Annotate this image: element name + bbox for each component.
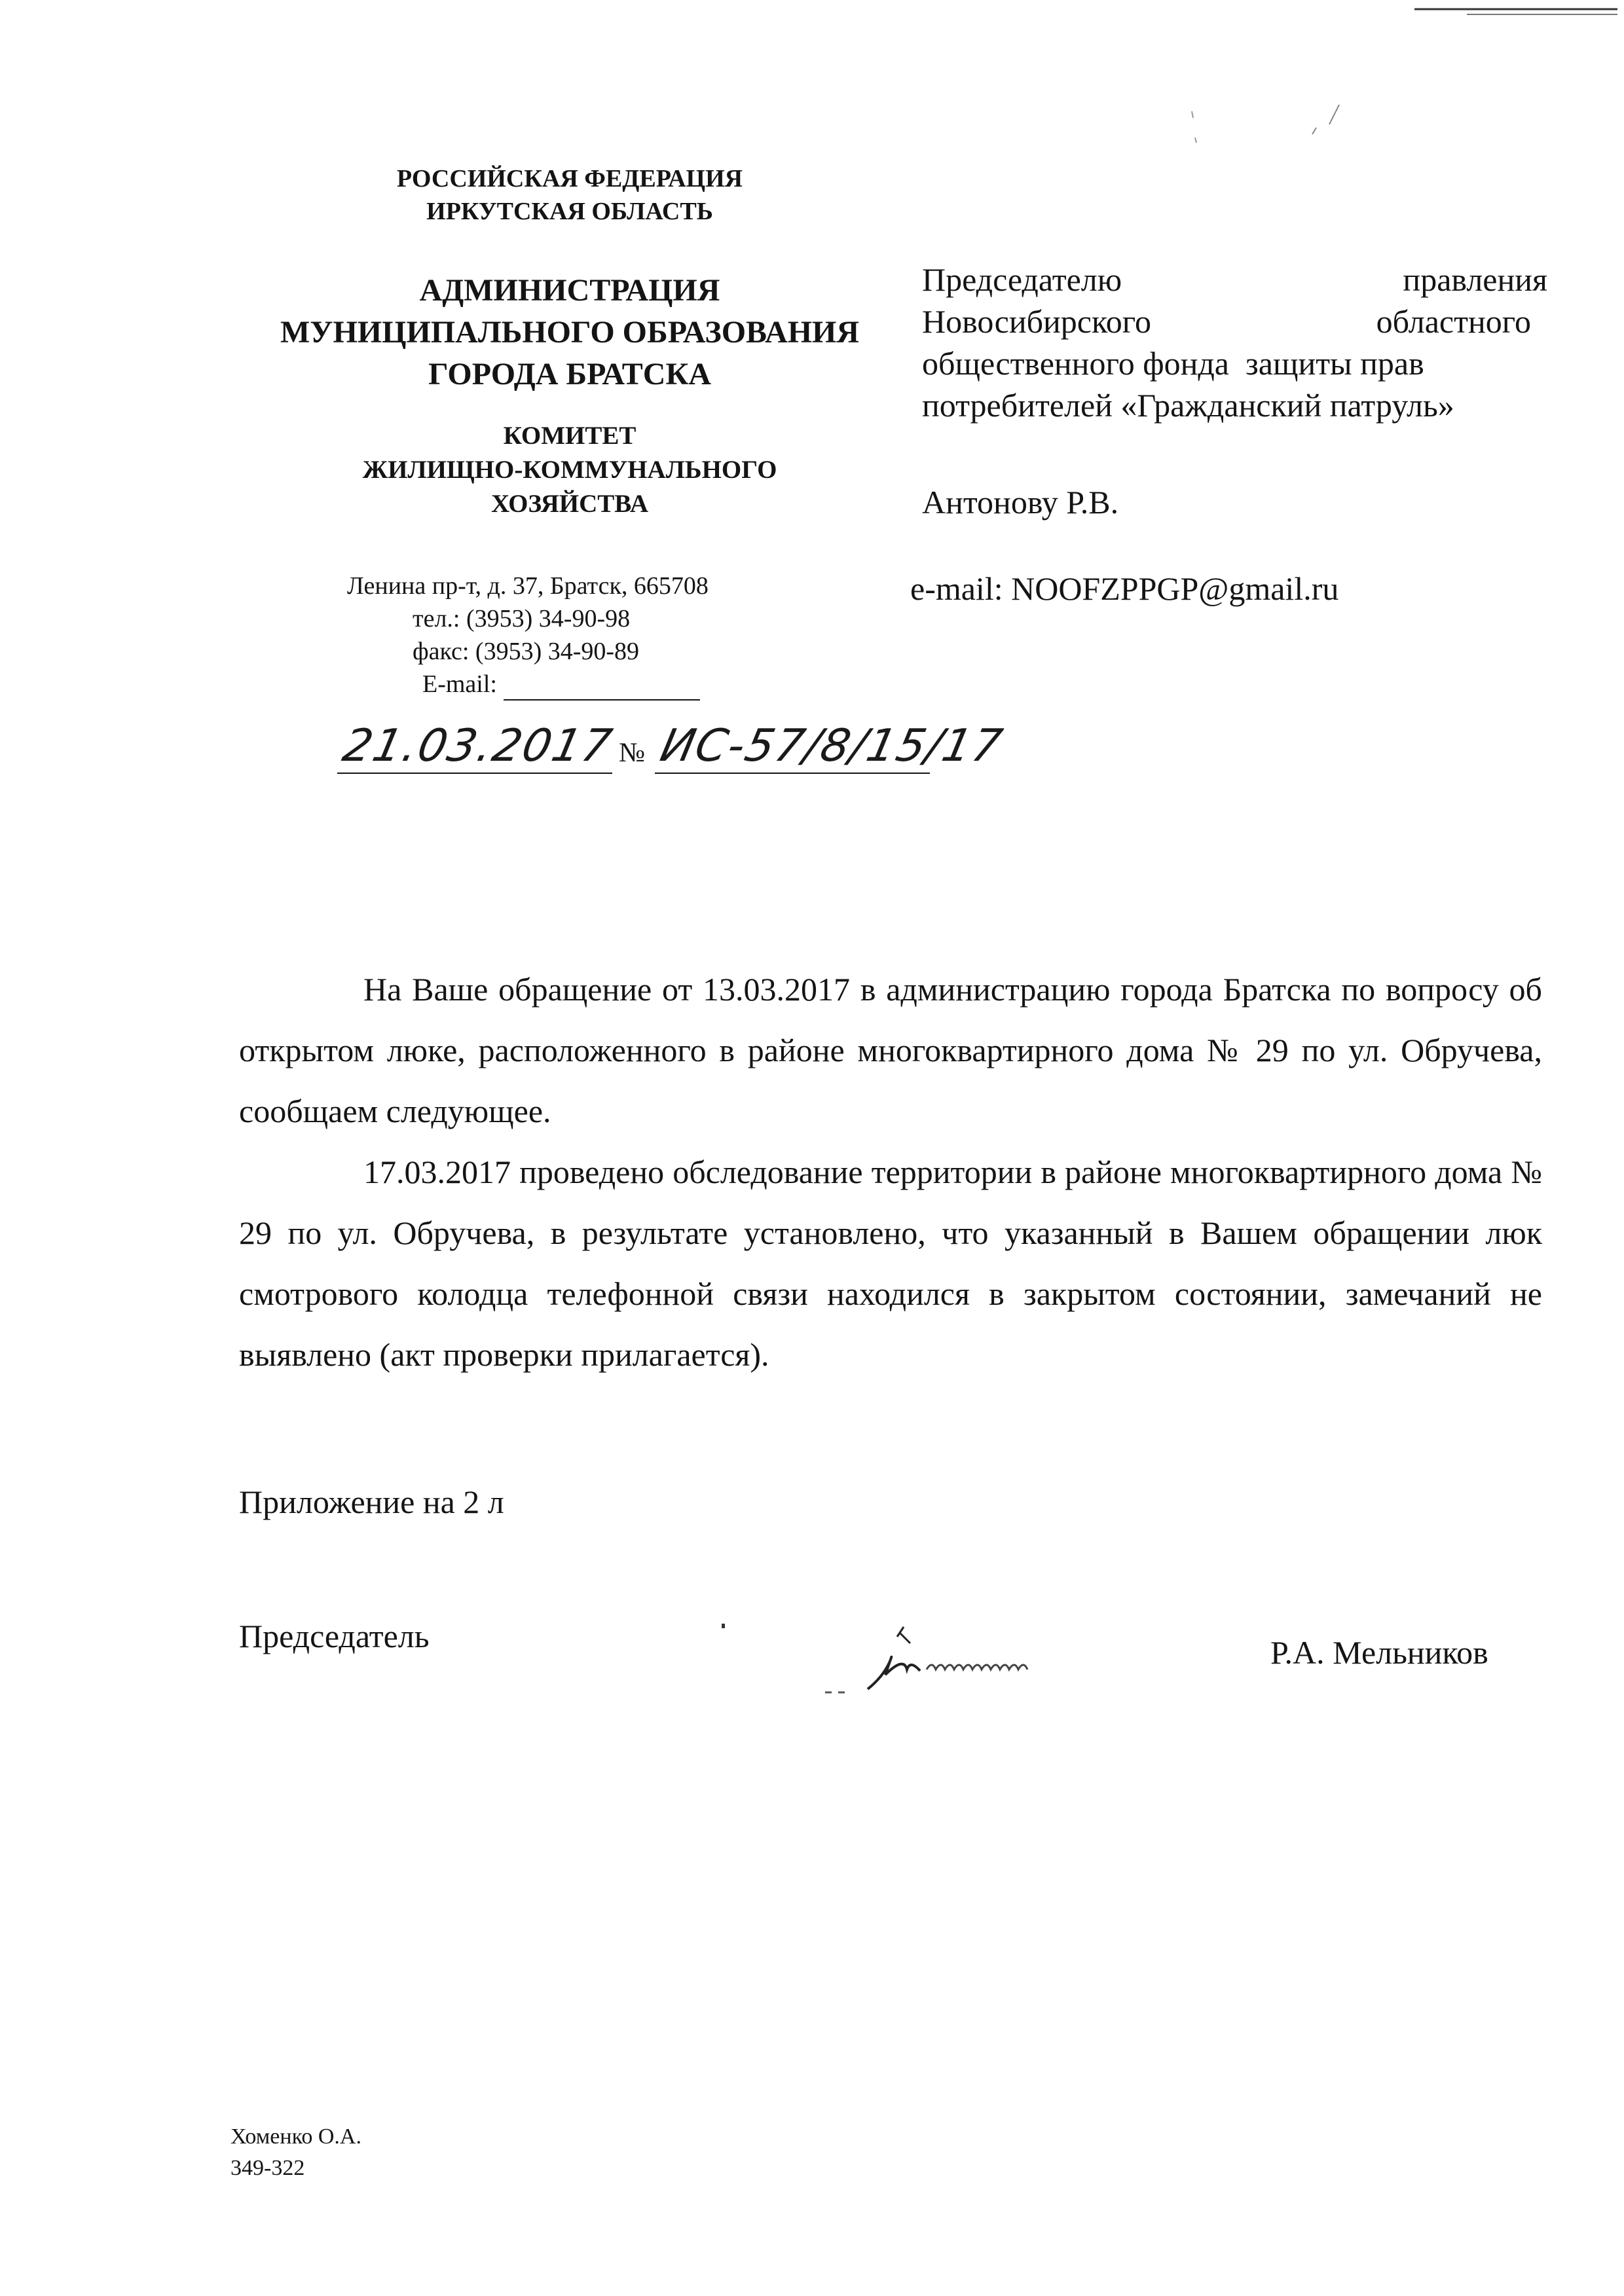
committee-line-1: КОМИТЕТ bbox=[503, 422, 637, 450]
admin-line-3: ГОРОДА БРАТСКА bbox=[428, 357, 711, 392]
executor-name: Хоменко О.А. bbox=[231, 2124, 361, 2149]
handwritten-signature bbox=[812, 1597, 1153, 1696]
letter-body bbox=[239, 959, 1542, 1385]
signature-dot bbox=[722, 1624, 725, 1628]
addressee-line-3: общественного фонда защиты прав bbox=[922, 345, 1424, 382]
fax-line: факс: (3953) 34-90-89 bbox=[413, 638, 640, 665]
addressee-block bbox=[922, 259, 1547, 426]
addressee-line-1: Председателю правления bbox=[922, 261, 1547, 298]
letterhead-contacts bbox=[308, 570, 819, 701]
appendix-note: Приложение на 2 л bbox=[239, 1484, 504, 1520]
body-paragraph-2: 17.03.2017 проведено обследование территории в районе многоквартирного дома № 29 по ул. Обручева, в результате установлено, что указанный в Вашем обращении люк смотрового колодца телефонной связи находился в закрытом состоянии, замечаний не выявлено (акт проверки прилагается). bbox=[239, 1154, 1542, 1373]
signatory-role: Председатель bbox=[239, 1618, 430, 1654]
registration-date: 21.03.2017 bbox=[338, 720, 618, 772]
scan-artifacts bbox=[0, 0, 1624, 170]
executor-block bbox=[231, 2121, 361, 2184]
committee-line-2: ЖИЛИЩНО-КОММУНАЛЬНОГО bbox=[362, 456, 777, 484]
admin-line-2: МУНИЦИПАЛЬНОГО ОБРАЗОВАНИЯ bbox=[280, 315, 860, 350]
email-label: E-mail: bbox=[422, 670, 497, 698]
addressee-name: Антонову Р.В. bbox=[922, 484, 1119, 520]
admin-line-1: АДМИНИСТРАЦИЯ bbox=[419, 273, 720, 308]
addressee-line-2: Новосибирского областного bbox=[922, 303, 1531, 340]
addressee-email: e-mail: NOOFZPPGP@gmail.ru bbox=[910, 570, 1339, 607]
registration-number: ИС-57/8/15/17 bbox=[655, 720, 1008, 772]
number-sign: № bbox=[619, 738, 646, 768]
email-blank-line bbox=[504, 676, 700, 701]
signatory-name: Р.А. Мельников bbox=[1270, 1634, 1488, 1671]
committee-line-3: ХОЗЯЙСТВА bbox=[490, 490, 649, 518]
letterhead-committee bbox=[314, 419, 825, 521]
addressee-line-4: потребителей «Гражданский патруль» bbox=[922, 387, 1454, 424]
region-name: ИРКУТСКАЯ ОБЛАСТЬ bbox=[426, 198, 713, 225]
phone-line: тел.: (3953) 34-90-98 bbox=[413, 605, 631, 632]
letterhead-administration bbox=[255, 270, 884, 395]
executor-phone: 349-322 bbox=[231, 2156, 305, 2180]
address-line: Ленина пр-т, д. 37, Братск, 665708 bbox=[347, 572, 709, 600]
body-paragraph-1: На Ваше обращение от 13.03.2017 в администрацию города Братска по вопросу об открытом люке, расположенного в районе многоквартирного дома № 29 по ул. Обручева, сообщаем следующее. bbox=[239, 971, 1542, 1129]
email-line bbox=[308, 668, 819, 701]
letterhead-country bbox=[341, 162, 799, 228]
country-name: РОССИЙСКАЯ ФЕДЕРАЦИЯ bbox=[396, 165, 743, 192]
